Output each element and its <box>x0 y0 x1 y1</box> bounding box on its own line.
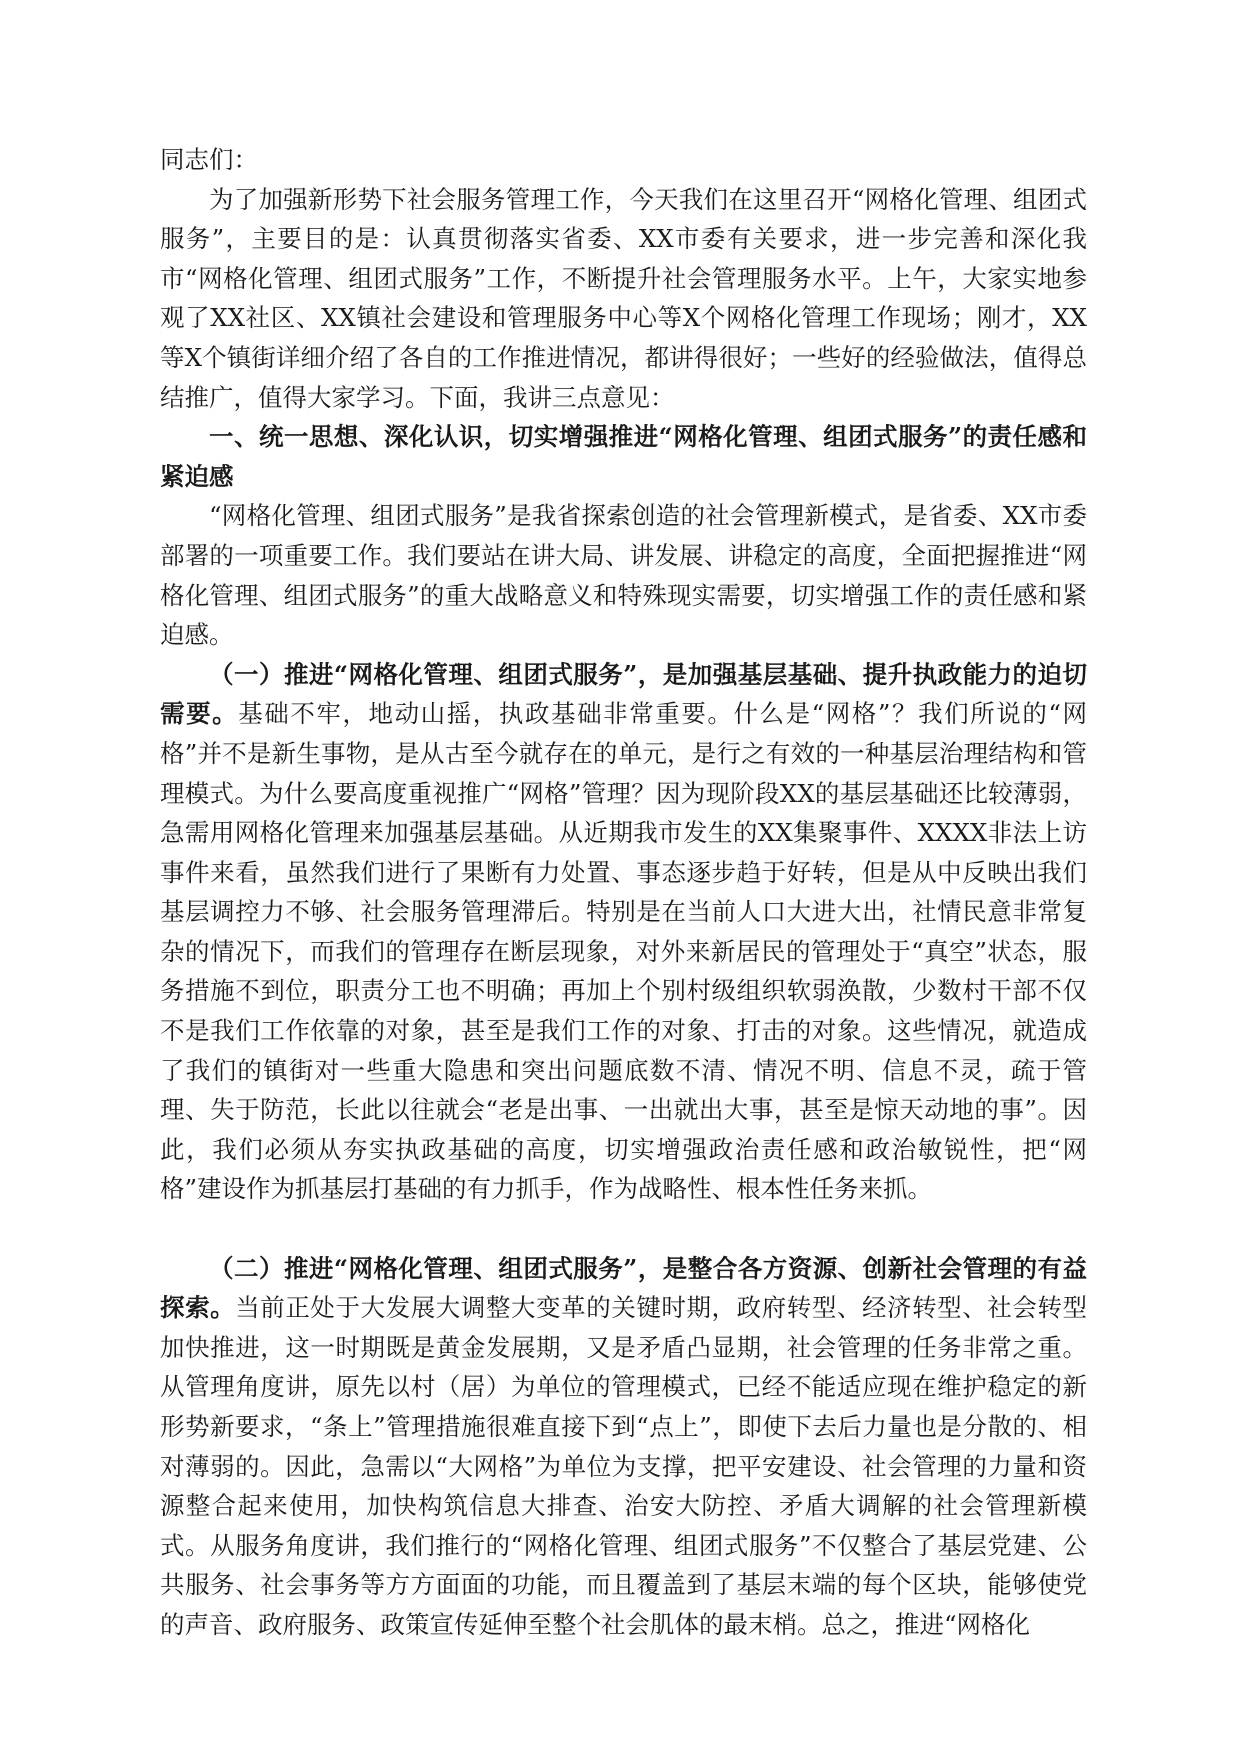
document-body <box>160 140 1087 1645</box>
subsection-2-lead: （二）推进“网格化管理、组团式服务”，是整合各方资源、创新社会管理的有益探索。 <box>160 1253 1087 1323</box>
section-1-paragraph: “网格化管理、组团式服务”是我省探索创造的社会管理新模式，是省委、XX市委部署的一项重要工作。我们要站在讲大局、讲发展、讲稳定的高度，全面把握推进“网格化管理、组团式服务”的重大战略意义和特殊现实需要，切实增强工作的责任感和紧迫感。 <box>160 501 1087 650</box>
subsection-1-lead: （一）推进“网格化管理、组团式服务”，是加强基层基础、提升执政能力的迫切需要。 <box>160 659 1087 729</box>
section-1-heading: 一、统一思想、深化认识，切实增强推进“网格化管理、组团式服务”的责任感和紧迫感 <box>160 422 1087 491</box>
paragraph-spacer <box>160 1209 1087 1249</box>
salutation: 同志们： <box>160 145 258 174</box>
subsection-1-paragraph <box>160 655 1087 1209</box>
subsection-2-body: 当前正处于大发展大调整大变革的关键时期，政府转型、经济转型、社会转型加快推进，这一时期既是黄金发展期，又是矛盾凸显期，社会管理的任务非常之重。从管理角度讲，原先以村（居）为单位的管理模式，已经不能适应现在维护稳定的新形势新要求，“条上”管理措施很难直接下到“点上”，即使下去后力量也是分散的、相对薄弱的。因此，急需以“大网格”为单位为支撑，把平安建设、社会管理的力量和资源整合起来使用，加快构筑信息大排查、治安大防控、矛盾大调解的社会管理新模式。从服务角度讲，我们推行的“网格化管理、组团式服务”不仅整合了基层党建、公共服务、社会事务等方方面面的功能，而且覆盖到了基层末端的每个区块，能够使党的声音、政府服务、政策宣传延伸至整个社会肌体的最末梢。总之，推进“网格化 <box>160 1293 1088 1639</box>
subsection-1-body: 基础不牢，地动山摇，执政基础非常重要。什么是“网格”？我们所说的“网格”并不是新生事物，是从古至今就存在的单元，是行之有效的一种基层治理结构和管理模式。为什么要高度重视推广“网格”管理？因为现阶段XX的基层基础还比较薄弱，急需用网格化管理来加强基层基础。从近期我市发生的XX集聚事件、XXXX非法上访事件来看，虽然我们进行了果断有力处置、事态逐步趋于好转，但是从中反映出我们基层调控力不够、社会服务管理滞后。特别是在当前人口大进大出，社情民意非常复杂的情况下，而我们的管理存在断层现象，对外来新居民的管理处于“真空”状态，服务措施不到位，职责分工也不明确；再加上个别村级组织软弱涣散，少数村干部不仅不是我们工作依靠的对象，甚至是我们工作的对象、打击的对象。这些情况，就造成了我们的镇街对一些重大隐患和突出问题底数不清、情况不明、信息不灵，疏于管理、失于防范，长此以往就会“老是出事、一出就出大事，甚至是惊天动地的事”。因此，我们必须从夯实执政基础的高度，切实增强政治责任感和政治敏锐性，把“网格”建设作为抓基层打基础的有力抓手，作为战略性、根本性任务来抓。 <box>160 699 1087 1204</box>
subsection-2-paragraph <box>160 1249 1087 1645</box>
intro-paragraph: 为了加强新形势下社会服务管理工作，今天我们在这里召开“网格化管理、组团式服务”，主要目的是：认真贯彻落实省委、XX市委有关要求，进一步完善和深化我市“网格化管理、组团式服务”工作，不断提升社会管理服务水平。上午，大家实地参观了XX社区、XX镇社会建设和管理服务中心等X个网格化管理工作现场；刚才，XX等X个镇街详细介绍了各自的工作推进情况，都讲得很好；一些好的经验做法，值得总结推广，值得大家学习。下面，我讲三点意见： <box>160 184 1087 412</box>
